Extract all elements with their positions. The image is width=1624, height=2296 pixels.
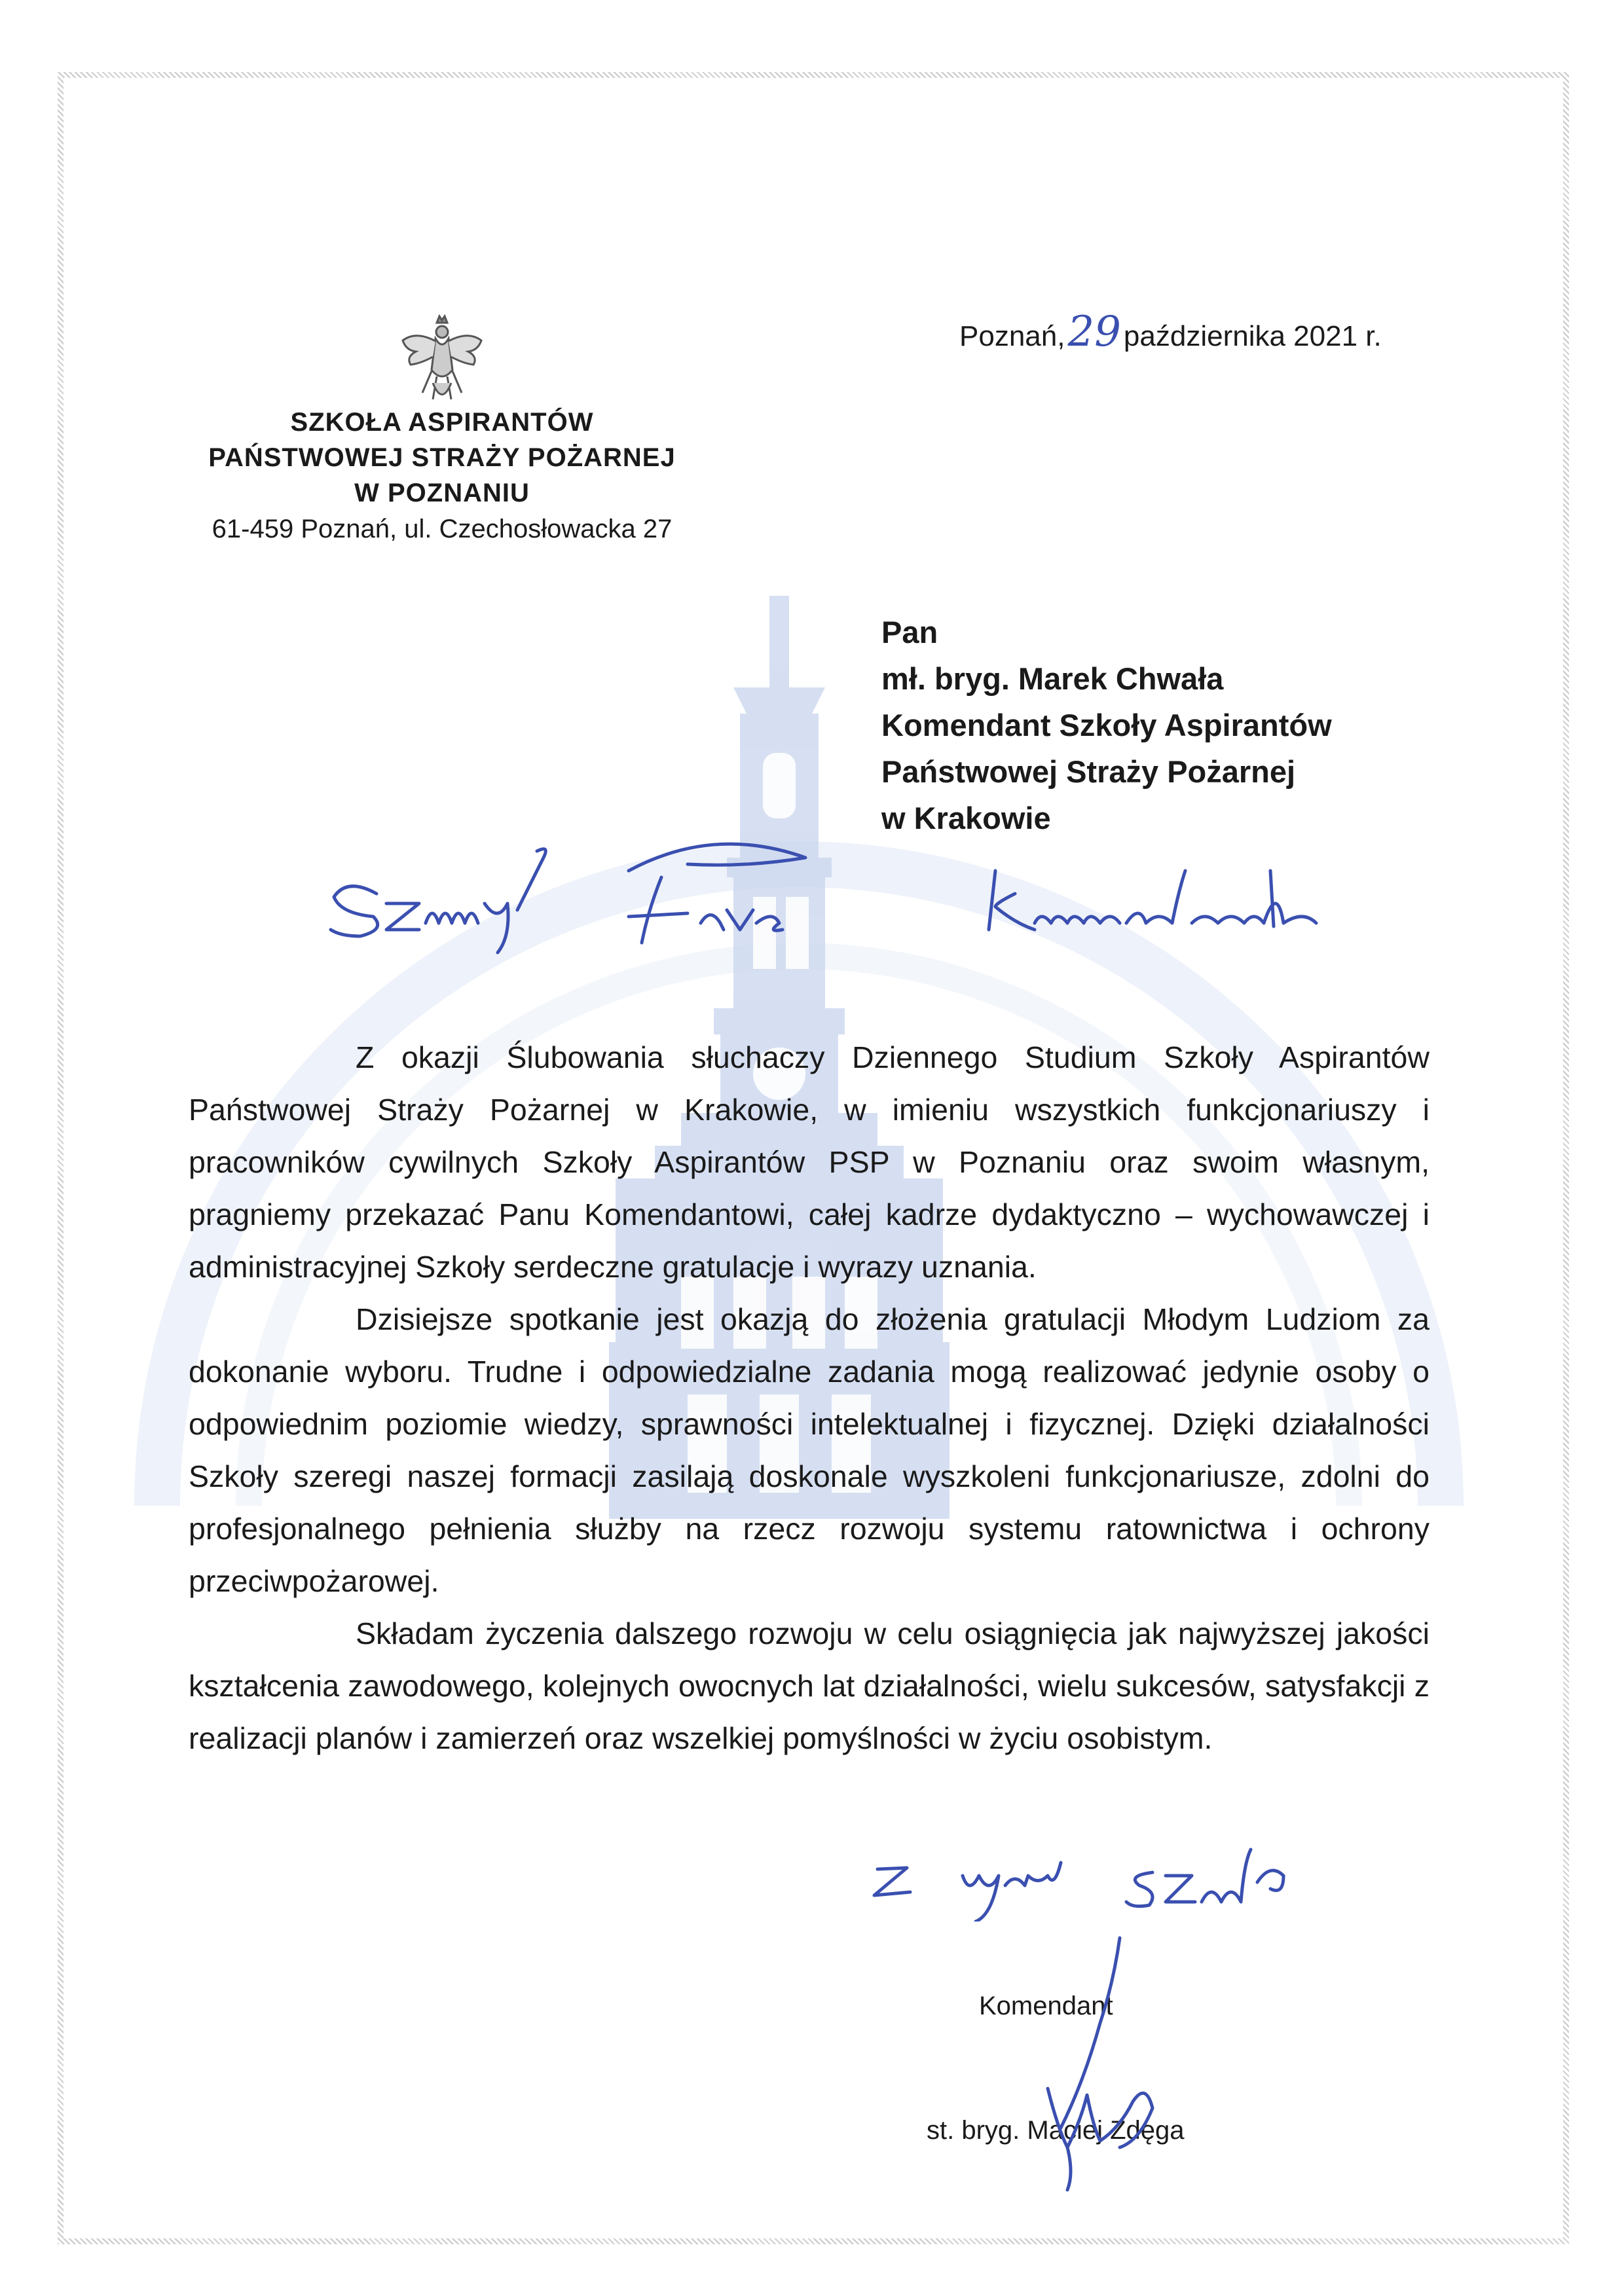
sender-name-line3: W POZNANIU (354, 479, 530, 507)
recipient-block (881, 609, 1332, 841)
sender-name-line1: SZKOŁA ASPIRANTÓW (290, 408, 594, 437)
date-day-handwritten: 29 (1067, 308, 1121, 356)
date-prefix: Poznań, (959, 320, 1065, 352)
handwritten-salutation (321, 831, 1434, 956)
recipient-line1: Pan (881, 615, 938, 649)
recipient-line2: mł. bryg. Marek Chwała (881, 661, 1224, 696)
body-paragraph-3: Składam życzenia dalszego rozwoju w celu osiągnięcia jak najwyższej jakości kształcenia zawodowego, kolejnych owocnych lat działalności, wielu sukcesów, satysfakcji z realizacji planów i zamierzeń oraz wszelkiej pomyślności w życiu osobistym. (189, 1616, 1430, 1755)
recipient-line5: w Krakowie (881, 801, 1051, 835)
handwritten-signature (1022, 1931, 1179, 2193)
handwritten-closing (851, 1823, 1388, 1922)
sender-address: 61-459 Poznań, ul. Czechosłowacka 27 (212, 515, 673, 543)
letter-body (189, 1031, 1430, 1764)
sender-block (157, 405, 727, 547)
letter-date (959, 308, 1382, 356)
signatory-name: st. bryg. Maciej Zdęga (927, 2116, 1185, 2145)
eagle-emblem-icon (396, 311, 488, 409)
body-paragraph-1: Z okazji Ślubowania słuchaczy Dziennego Studium Szkoły Aspirantów Państwowej Straży Pożarnej w Krakowie, w imieniu wszystkich funkcjonariuszy i pracowników cywilnych Szkoły Aspirantów PSP w Poznaniu oraz swoim własnym, pragniemy przekazać Panu Komendantowi, całej kadrze dydaktyczno – wychowawczej i administracyjnej Szkoły serdeczne gratulacje i wyrazy uznania. (189, 1040, 1430, 1284)
recipient-line4: Państwowej Straży Pożarnej (881, 754, 1296, 789)
signatory-role: Komendant (979, 1992, 1113, 2020)
recipient-line3: Komendant Szkoły Aspirantów (881, 708, 1332, 742)
body-paragraph-2: Dzisiejsze spotkanie jest okazją do złożenia gratulacji Młodym Ludziom za dokonanie wyboru. Trudne i odpowiedzialne zadania mogą realizować jedynie osoby o odpowiednim poziomie wiedzy, sprawności intelektualnej i fizycznej. Dzięki działalności Szkoły szeregi naszej formacji zasilają doskonale wyszkoleni funkcjonariusze, zdolni do profesjonalnego pełnienia służby na rzecz rozwoju systemu ratownictwa i ochrony przeciwpożarowej. (189, 1302, 1430, 1598)
date-suffix: października 2021 r. (1123, 320, 1382, 352)
sender-name-line2: PAŃSTWOWEJ STRAŻY POŻARNEJ (208, 443, 676, 472)
